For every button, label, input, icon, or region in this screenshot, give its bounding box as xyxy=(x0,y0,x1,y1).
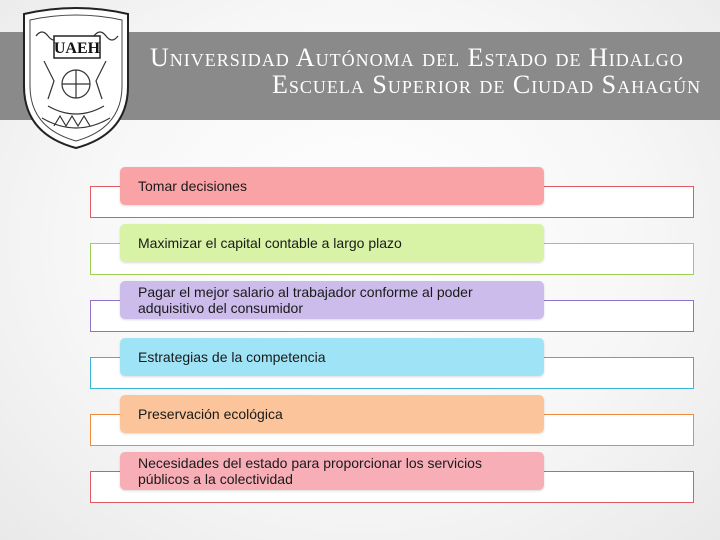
list-item: Estrategias de la competencia xyxy=(120,338,544,376)
university-name: Universidad Autónoma del Estado de Hidalgo xyxy=(150,43,684,72)
seal-lettering: UAEH xyxy=(53,40,101,57)
list-item: Necesidades del estado para proporcionar los servicios públicos a la colectividad xyxy=(120,452,544,490)
university-seal-logo xyxy=(14,6,138,152)
school-name: Escuela Superior de Ciudad Sahagún xyxy=(272,70,702,99)
list-item: Pagar el mejor salario al trabajador conforme al poder adquisitivo del consumidor xyxy=(120,281,544,319)
list-item: Maximizar el capital contable a largo plazo xyxy=(120,224,544,262)
list-item: Preservación ecológica xyxy=(120,395,544,433)
list-item: Tomar decisiones xyxy=(120,167,544,205)
